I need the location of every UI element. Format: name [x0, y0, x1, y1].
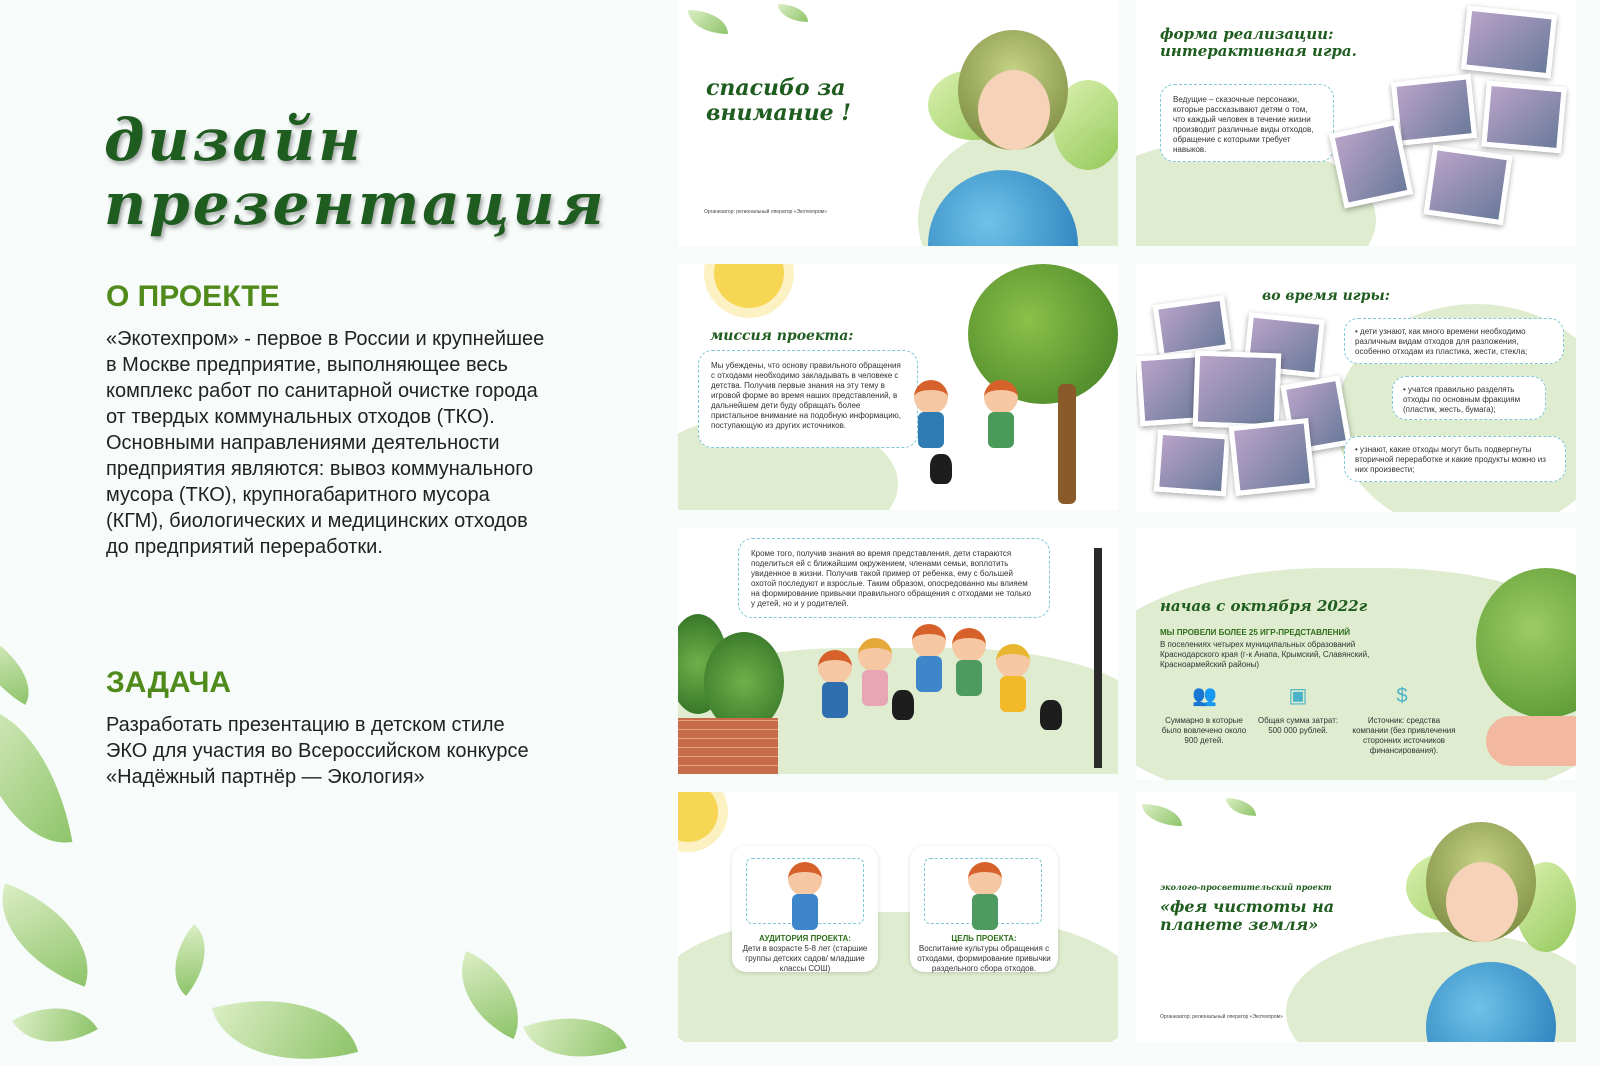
photo: [1154, 430, 1230, 497]
fairy-face: [1446, 862, 1518, 942]
slide-kicker: эколого-просветительский проект: [1160, 882, 1332, 892]
about-heading: О ПРОЕКТЕ: [106, 280, 280, 313]
stat-text: Суммарно в которые было вовлечено около 900 детей.: [1161, 716, 1247, 745]
lamp-post: [1094, 548, 1102, 768]
leaf-decoration: [155, 924, 224, 996]
bullet-item: • учатся правильно разделять отходы по основным фракциям (пластик, жесть, бумага);: [1392, 376, 1546, 420]
slide-title: «фея чистоты на планете земля»: [1160, 897, 1335, 935]
task-text: Разработать презентацию в детском стиле ЭКО для участия во Всероссийском конкурсе «Надёжный партнёр — Экология»: [106, 714, 529, 788]
card-heading: АУДИТОРИЯ ПРОЕКТА:: [759, 934, 851, 943]
slide-during-game: [1136, 264, 1576, 512]
slide-audience: [678, 792, 1118, 1042]
photo: [1153, 295, 1232, 358]
leaf-decoration: [0, 694, 72, 856]
photo: [1461, 5, 1557, 78]
people-icon: 👥: [1192, 685, 1217, 707]
note-box: Ведущие – сказочные персонажи, которые рассказывают детям о том, что каждый человек в течение жизни производит различные виды отходов, обращение с которыми требует навыков.: [1160, 84, 1334, 162]
slide-results: [1136, 528, 1576, 780]
card-text: Воспитание культуры обращения с отходами, формирование привычки раздельного сбора отходов.: [917, 944, 1051, 973]
goal-card: [910, 846, 1058, 972]
card-text: Дети в возрасте 5-8 лет (старшие группы детских садов/ младшие классы СОШ): [742, 944, 868, 973]
bullet-text: узнают, какие отходы могут быть подвергнуты вторичной переработке и какие продукты можно из них произвести;: [1355, 445, 1546, 474]
leaf-decoration: [523, 996, 626, 1066]
slide-children: [678, 528, 1118, 774]
slide-title-card: [1136, 792, 1576, 1042]
photo: [1424, 145, 1513, 225]
bullet-text: учатся правильно разделять отходы по основным фракциям (пластик, жесть, бумага);: [1403, 385, 1521, 414]
leaf-decoration: [0, 635, 45, 705]
photo: [1391, 74, 1477, 146]
bullet-item: • узнают, какие отходы могут быть подвергнуты вторичной переработке и какие продукты можно из них произвести;: [1344, 436, 1566, 482]
task-heading: ЗАДАЧА: [106, 666, 232, 699]
leaf-decoration: [1142, 804, 1182, 826]
sun-illustration: [678, 792, 718, 842]
money-hand-icon: $: [1396, 685, 1408, 707]
slide-text: В поселениях четырех муниципальных образований Краснодарского края (г-к Анапа, Крымский, Славянский, Красноармейский районы): [1160, 640, 1370, 669]
trash-bag: [1040, 700, 1062, 730]
slide-title: начав с октября 2022г: [1160, 597, 1368, 615]
slide-title: спасибо за внимание !: [706, 75, 851, 127]
slide-title: во время игры:: [1262, 288, 1390, 304]
audience-card: [732, 846, 878, 972]
leaf-decoration: [212, 975, 358, 1066]
card-heading: ЦЕЛЬ ПРОЕКТА:: [951, 934, 1017, 943]
slide-title: форма реализации: интерактивная игра.: [1160, 25, 1357, 61]
tree-trunk: [1058, 384, 1076, 504]
slide-mission: [678, 264, 1118, 510]
note-box: Мы убеждены, что основу правильного обращения с отходами необходимо закладывать в человеке с детства. Получив первые знания на эту тему в игровой форме во время наших представлений, в дальнейшем дети буду обращать более пристальное внимание на подобную информацию, поступающую из других источников.: [698, 350, 918, 448]
trash-bag: [930, 454, 952, 484]
card-label: [738, 934, 872, 974]
note-box: Кроме того, получив знания во время представления, дети стараются поделиться ей с ближайшим окружением, членами семьи, воплотить увиденное в жизни. Получив такой пример от ребенка, ему с большей охотой последуют и взрослые. Таким образом, опосредованно мы влияем на формирование привычки правильного обращения с отходами не только у детей, но и у родителей.: [738, 538, 1050, 618]
slide-subtitle: МЫ ПРОВЕЛИ БОЛЕЕ 25 ИГР-ПРЕДСТАВЛЕНИЙ: [1160, 628, 1350, 637]
photo: [1481, 81, 1566, 154]
brick-wall: [678, 718, 778, 774]
leaf-decoration: [1226, 798, 1256, 816]
page-title: [104, 108, 607, 236]
title-line-2: презентация: [104, 170, 607, 238]
slide-thanks: [678, 0, 1118, 246]
slide-form: [1136, 0, 1576, 246]
leaf-decoration: [12, 986, 98, 1064]
bullet-text: дети узнают, как много времени необходимо различным видам отходов для разложения, особенно отходам из пластика, жести, стекла;: [1355, 327, 1528, 356]
sun-illustration: [714, 264, 784, 308]
card-label: [916, 934, 1052, 974]
slide-footer: Организатор: региональный оператор «Экотехпром»: [1160, 1014, 1283, 1020]
slide-title: миссия проекта:: [710, 328, 854, 344]
trash-bag: [892, 690, 914, 720]
left-panel: [0, 0, 660, 1066]
about-text: «Экотехпром» - первое в России и крупнейшее в Москве предприятие, выполняющее весь комплекс работ по санитарной очистке города от твердых коммунальных отходов (ТКО). Основными направлениями деятельности предприятия являются: вывоз коммунального мусора (ТКО), крупногабаритного мусора (КГМ), биологических и медицинских отходов до предприятий переработки.: [106, 328, 545, 558]
slide-footer: Организатор: региональный оператор «Экотехпром»: [704, 209, 827, 215]
title-line-1: дизайн: [104, 106, 364, 174]
photo: [1229, 418, 1316, 496]
stat-text: Общая сумма затрат: 500 000 рублей.: [1257, 716, 1339, 735]
leaf-decoration: [688, 10, 728, 34]
stat-text: Источник: средства компании (без привлечения сторонних источников финансирования).: [1352, 716, 1456, 755]
leaf-decoration: [0, 883, 109, 986]
hand-illustration: [1486, 716, 1576, 766]
bush-illustration: [704, 632, 784, 732]
fairy-face: [978, 70, 1050, 150]
leaf-decoration: [778, 4, 808, 22]
photo: [1193, 351, 1282, 430]
wallet-icon: ▣: [1288, 685, 1308, 707]
bullet-item: • дети узнают, как много времени необходимо различным видам отходов для разложения, особенно отходам из пластика, жести, стекла;: [1344, 318, 1564, 364]
